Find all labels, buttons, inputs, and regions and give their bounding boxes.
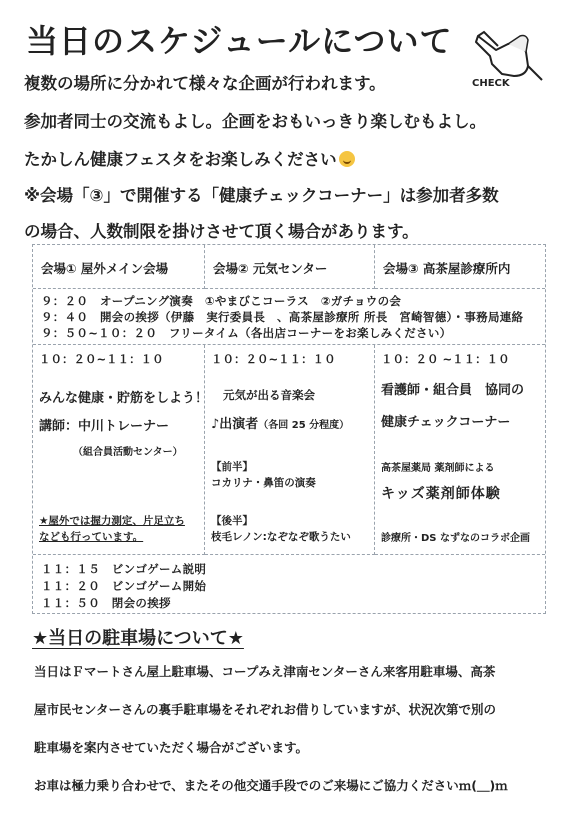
opening-line-3: ９：５０~１０：２０ フリータイム（各出店コーナーをお楽しみください）	[41, 326, 452, 340]
venue-header-2: 会場② 元気センター	[205, 245, 375, 289]
venue-header-1: 会場① 屋外メイン会場	[33, 245, 205, 289]
venue-3-heading-2: 健康チェックコーナー	[381, 415, 511, 430]
intro-line-5: の場合、人数制限を掛けさせて頂く場合があります。	[24, 222, 419, 241]
parking-line-4: お車は極力乗り合わせで、またその他交通手段でのご来場にご協力くださいｍ(＿)ｍ	[34, 778, 508, 793]
closing-line-1: １１：１５ ビンゴゲーム説明	[41, 562, 207, 576]
smile-icon	[339, 151, 355, 167]
venue-2-heading: 元気が出る音楽会	[223, 388, 315, 402]
venue-1-place: （組合員活動センター）	[73, 447, 183, 458]
closing-line-3: １１：５０ 閉会の挨拶	[41, 596, 171, 610]
closing-schedule	[33, 555, 545, 613]
intro-line-3-text: たかしん健康フェスタをお楽しみください	[24, 150, 337, 169]
venue-2-program	[205, 345, 375, 555]
venue-header-3: 会場③ 高茶屋診療所内	[375, 245, 545, 289]
opening-schedule	[33, 289, 545, 345]
parking-line-1: 当日はＦマートさん屋上駐車場、コープみえ津南センターさん来客用駐車場、高茶	[34, 664, 496, 679]
venue-3-time: １０：２０ ~１１：１０	[381, 352, 510, 366]
venue-2-time: １０：２０~１１：１０	[211, 352, 336, 366]
venue-2-first-label: 【前半】	[211, 461, 253, 473]
venue-2-second: 枝毛レノン:なぞなぞ歌うたい	[211, 531, 351, 543]
venue-1-time: １０：２０~１１：１０	[39, 352, 164, 366]
venue-3-heading-1: 看護師・組合員 協同の	[381, 383, 525, 398]
venue-1-heading: みんな健康・貯筋をしよう！	[39, 391, 209, 406]
venue-2-performers: ♪出演者（各回 25 分程度）	[211, 417, 350, 432]
check-badge-text: CHECK	[472, 78, 510, 89]
intro-line-2: 参加者同士の交流もよし。企画をおもいっきり楽しむもよし。	[24, 112, 486, 131]
venue-1-lecturer: 講師：中川トレーナー	[39, 419, 170, 434]
intro-line-3	[24, 146, 355, 170]
parking-line-3: 駐車場を案内させていただく場合がございます。	[34, 740, 309, 755]
parking-line-2: 屋市民センターさんの裏手駐車場をそれぞれお借りしていますが、状況次第で別の	[34, 702, 497, 717]
venue-1-note-2: なども行っています。	[39, 531, 144, 543]
venue-3-kids: キッズ薬剤師体験	[381, 486, 501, 502]
intro-line-4: ※会場「③」で開催する「健康チェックコーナー」は参加者多数	[24, 186, 499, 205]
parking-heading: ★当日の駐車場について★	[32, 628, 244, 649]
venue-1-note-1: ★屋外では握力測定、片足立ち	[39, 515, 185, 527]
schedule-table	[32, 244, 546, 614]
closing-line-2: １１：２０ ビンゴゲーム開始	[41, 579, 207, 593]
venue-2-first: コカリナ・鼻笛の演奏	[211, 477, 316, 489]
intro-line-1: 複数の場所に分かれて様々な企画が行われます。	[24, 74, 386, 93]
venue-1-program	[33, 345, 209, 555]
page-title: 当日のスケジュールについて	[26, 22, 453, 60]
check-hand-icon	[468, 26, 548, 92]
opening-line-2: ９：４０ 開会の挨拶（伊藤 実行委員長 、高茶屋診療所 所長 宮崎智德）・事務局連絡	[41, 310, 524, 324]
venue-3-pharmacy: 高茶屋薬局 薬剤師による	[381, 463, 495, 474]
opening-line-1: ９：２０ オープニング演奏 ①やまびこコーラス ②ガチョウの会	[41, 294, 402, 308]
venue-2-second-label: 【後半】	[211, 515, 253, 527]
venue-3-collab: 診療所・DS なずなのコラボ企画	[381, 533, 530, 544]
venue-3-program	[375, 345, 545, 555]
